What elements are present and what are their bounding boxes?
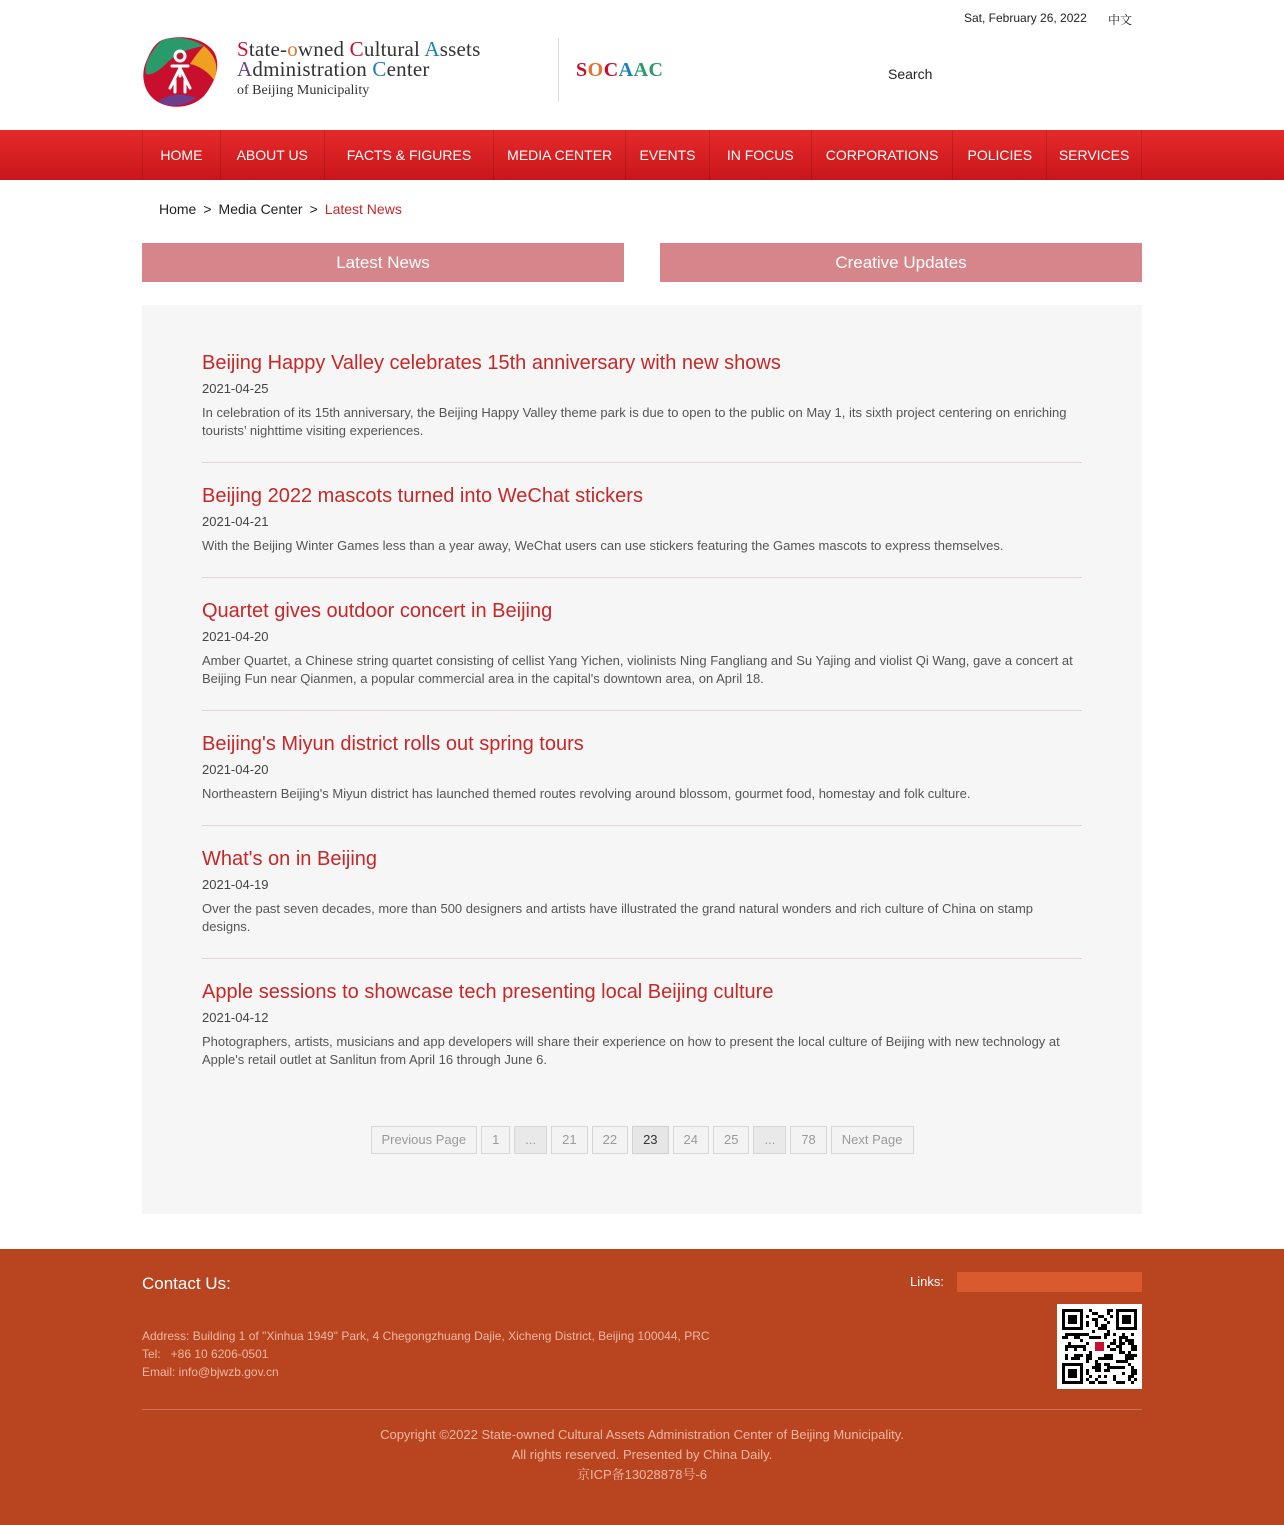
- main-navigation-list: [142, 130, 1142, 180]
- nav-item-corporations[interactable]: CORPORATIONS: [812, 130, 954, 180]
- news-item: [202, 980, 1082, 1069]
- links-select[interactable]: [957, 1272, 1142, 1292]
- socaac-wordmark-letter: C: [603, 59, 619, 81]
- organization-name-line-2: [237, 59, 480, 79]
- nav-item-services[interactable]: SERVICES: [1058, 147, 1130, 163]
- nav-item-home[interactable]: HOME: [143, 130, 221, 180]
- news-summary: In celebration of its 15th anniversary, the Beijing Happy Valley theme park is due to open to the public on May 1, its sixth project centering on enriching tourists’ nighttime visiting experiences.: [202, 405, 1067, 438]
- nav-item-about-us[interactable]: ABOUT US: [221, 130, 325, 180]
- pagination-page-button[interactable]: 24: [673, 1126, 709, 1154]
- footer-divider: [142, 1409, 1142, 1410]
- footer: [0, 1249, 1284, 1525]
- news-title-link[interactable]: Apple sessions to showcase tech presenting local Beijing culture: [202, 981, 774, 1003]
- copyright: [0, 1425, 1284, 1485]
- pagination-page-button[interactable]: 1: [481, 1126, 510, 1154]
- news-summary: Over the past seven decades, more than 500 designers and artists have illustrated the grand natural wonders and rich culture of China on stamp designs.: [202, 901, 1034, 934]
- tab-creative-updates[interactable]: Creative Updates: [660, 243, 1142, 282]
- news-summary: Photographers, artists, musicians and app developers will share their experience on how to present the local culture of Beijing with new technology at Apple's retail outlet at Sanlitun from April 16 through June 6.: [202, 1034, 1060, 1067]
- news-date: 2021-04-21: [202, 514, 269, 529]
- current-date: Sat, February 26, 2022: [964, 11, 1087, 25]
- nav-item-facts-figures[interactable]: FACTS & FIGURES: [325, 130, 495, 180]
- news-date: 2021-04-12: [202, 1010, 269, 1025]
- organization-name[interactable]: [237, 39, 480, 101]
- news-summary: Amber Quartet, a Chinese string quartet consisting of cellist Yang Yichen, violinists Ning Fangliang and Su Yajing and violist Qi Wang, gave a concert at Beijing Fun near Qianmen, a popular commercial area in the capital's downtown area, on April 18.: [202, 653, 1073, 686]
- news-summary: With the Beijing Winter Games less than a year away, WeChat users can use stickers featuring the Games mascots to express themselves.: [202, 538, 1004, 553]
- header-divider: [558, 38, 559, 102]
- news-date: 2021-04-20: [202, 762, 269, 777]
- pagination-current-page[interactable]: 23: [632, 1126, 668, 1154]
- nav-item-media-center[interactable]: MEDIA CENTER: [494, 130, 626, 180]
- news-item: [202, 484, 1082, 555]
- breadcrumb-media-center[interactable]: Media Center: [218, 201, 303, 217]
- news-divider: [202, 958, 1082, 959]
- copyright-line-2: All rights reserved. Presented by China Daily.: [511, 1447, 773, 1462]
- breadcrumb-home[interactable]: Home: [159, 201, 197, 217]
- socaac-wordmark-letter: A: [618, 59, 634, 81]
- socaac-wordmark-letter: S: [576, 59, 588, 81]
- news-summary: Northeastern Beijing's Miyun district has launched themed routes revolving around blossom, gourmet food, homestay and folk culture.: [202, 786, 971, 801]
- organization-name-segment: o: [287, 37, 298, 61]
- contact-info: [142, 1327, 710, 1381]
- pagination-ellipsis: ...: [753, 1126, 786, 1154]
- organization-name-segment: C: [349, 37, 364, 61]
- news-date: 2021-04-19: [202, 877, 269, 892]
- news-date: 2021-04-20: [202, 629, 269, 644]
- news-item: [202, 732, 1082, 803]
- icp-number[interactable]: 京ICP备13028878号-6: [576, 1467, 708, 1482]
- breadcrumb: [159, 201, 402, 217]
- nav-item-policies[interactable]: POLICIES: [953, 130, 1047, 180]
- main-navigation: [0, 130, 1284, 180]
- news-title-link[interactable]: What's on in Beijing: [202, 848, 378, 870]
- contact-phone: Tel: +86 10 6206-0501: [142, 1347, 269, 1361]
- pagination-next-button[interactable]: Next Page: [831, 1126, 914, 1154]
- links-label: Links:: [910, 1274, 944, 1289]
- pagination-page-button[interactable]: 22: [592, 1126, 628, 1154]
- pagination: [142, 1126, 1142, 1154]
- news-list-panel: [142, 305, 1142, 1214]
- news-item: [202, 599, 1082, 688]
- organization-name-line-3: of Beijing Municipality: [237, 83, 370, 98]
- socaac-logo-icon[interactable]: [142, 36, 218, 108]
- socaac-wordmark-letter: O: [587, 59, 604, 81]
- organization-name-segment: tate-: [248, 37, 288, 61]
- nav-item-events[interactable]: EVENTS: [626, 130, 710, 180]
- language-switch-link[interactable]: 中文: [1108, 13, 1133, 27]
- nav-item-in-focus[interactable]: IN FOCUS: [710, 130, 812, 180]
- search-link[interactable]: Search: [888, 66, 933, 82]
- pagination-ellipsis: ...: [514, 1126, 547, 1154]
- news-divider: [202, 710, 1082, 711]
- news-title-link[interactable]: Beijing's Miyun district rolls out spring tours: [202, 733, 584, 755]
- news-title-link[interactable]: Beijing 2022 mascots turned into WeChat stickers: [202, 485, 643, 507]
- news-date: 2021-04-25: [202, 381, 269, 396]
- socaac-wordmark-letter: AC: [633, 59, 664, 81]
- pagination-page-button[interactable]: 21: [551, 1126, 587, 1154]
- news-divider: [202, 577, 1082, 578]
- organization-name-segment: A: [424, 37, 440, 61]
- news-title-link[interactable]: Beijing Happy Valley celebrates 15th anniversary with new shows: [202, 352, 781, 374]
- contact-title: Contact Us:: [142, 1274, 231, 1293]
- organization-name-segment: enter: [386, 57, 430, 81]
- organization-name-segment: wned: [297, 37, 350, 61]
- pagination-page-button[interactable]: 25: [713, 1126, 749, 1154]
- news-divider: [202, 462, 1082, 463]
- news-item: [202, 847, 1082, 936]
- organization-name-segment: C: [372, 57, 387, 81]
- news-item: [202, 351, 1082, 440]
- organization-name-segment: A: [237, 57, 253, 81]
- organization-name-segment: S: [237, 37, 249, 61]
- organization-name-segment: dministration: [252, 57, 373, 81]
- organization-name-segment: ssets: [439, 37, 481, 61]
- breadcrumb-separator: >: [309, 201, 318, 217]
- breadcrumb-separator: >: [203, 201, 212, 217]
- contact-address: Address: Building 1 of "Xinhua 1949" Park, 4 Chegongzhuang Dajie, Xicheng District, Beijing 100044, PRC: [142, 1329, 710, 1343]
- tab-latest-news[interactable]: Latest News: [142, 243, 624, 282]
- pagination-page-button[interactable]: 78: [790, 1126, 826, 1154]
- socaac-wordmark[interactable]: [576, 59, 663, 82]
- header: [0, 0, 1284, 130]
- organization-name-line-1: [237, 39, 480, 59]
- contact-email[interactable]: Email: info@bjwzb.gov.cn: [142, 1365, 279, 1379]
- news-divider: [202, 825, 1082, 826]
- organization-name-segment: ultural: [363, 37, 425, 61]
- pagination-previous-button[interactable]: Previous Page: [371, 1126, 478, 1154]
- news-title-link[interactable]: Quartet gives outdoor concert in Beijing: [202, 600, 553, 622]
- breadcrumb-current[interactable]: Latest News: [324, 201, 402, 217]
- qr-code-icon: [1057, 1304, 1142, 1389]
- copyright-line-1: Copyright ©2022 State-owned Cultural Assets Administration Center of Beijing Municipality.: [380, 1427, 904, 1442]
